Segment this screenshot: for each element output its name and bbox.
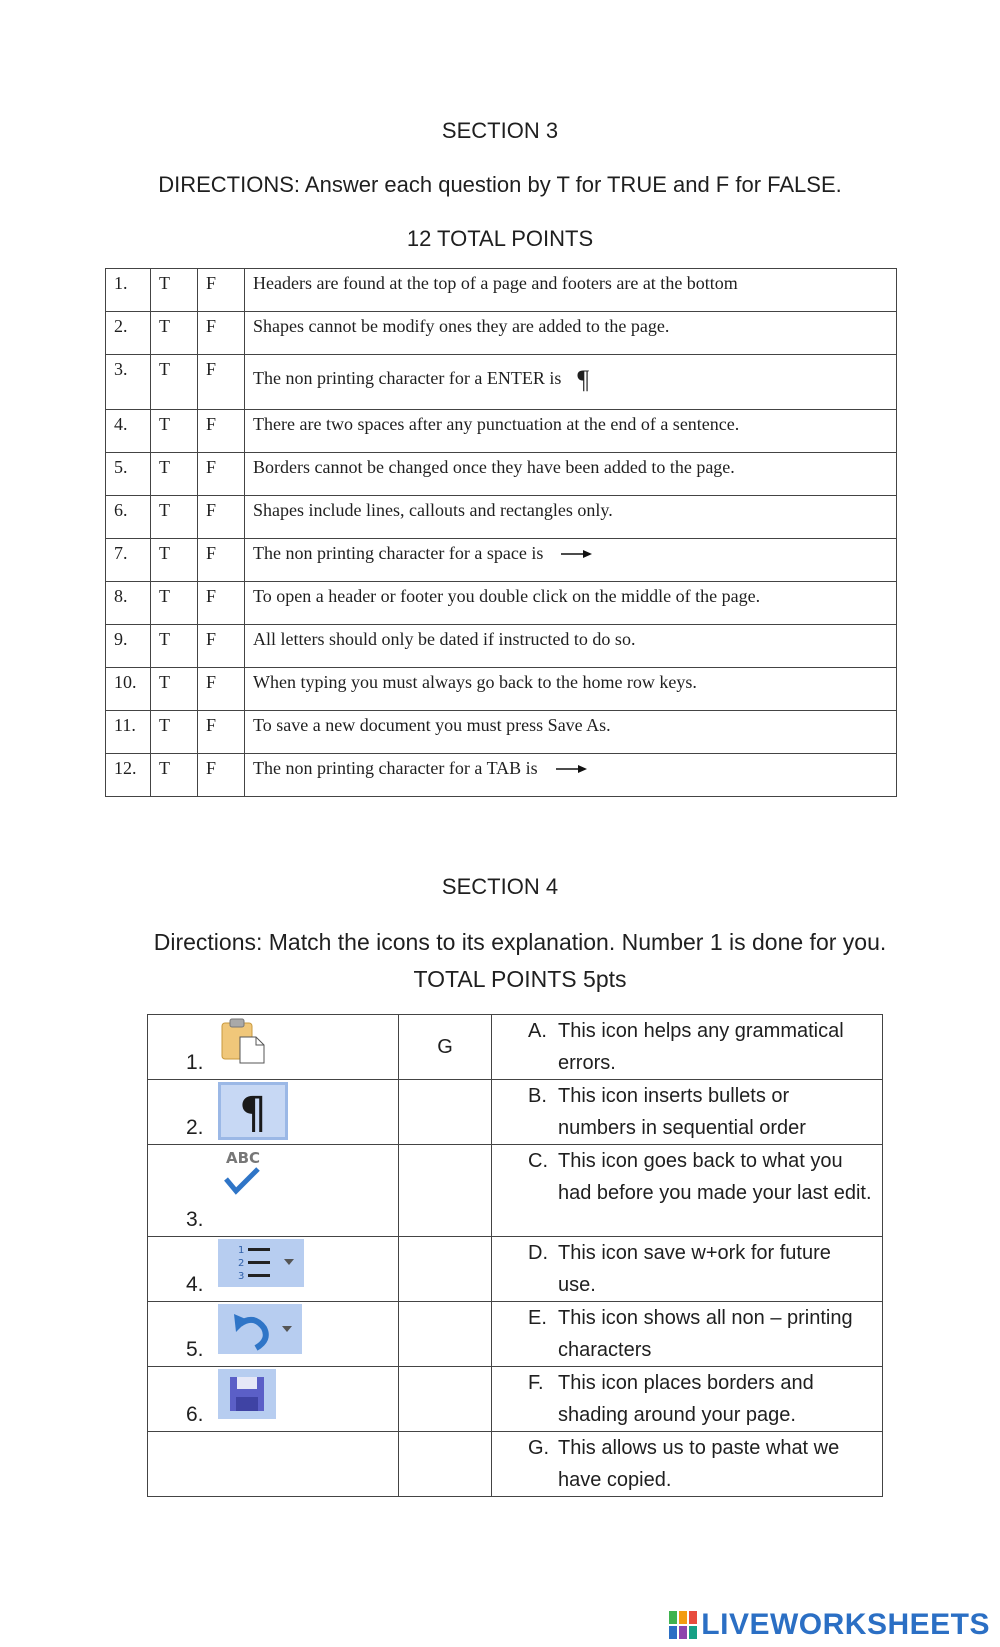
svg-text:¶: ¶ [239,1088,267,1139]
description-text: This icon shows all non – printing characters [558,1307,853,1361]
question-row [106,496,897,539]
question-text [245,453,897,496]
question-number: 2. [106,312,151,355]
liveworksheets-brand: LIVEWORKSHEETS [701,1608,990,1641]
answer-cell[interactable] [399,1080,492,1145]
row-number: 2. [186,1116,204,1139]
question-row [106,453,897,496]
save-icon [218,1369,276,1429]
match-row [148,1080,883,1145]
false-option[interactable]: F [198,312,245,355]
false-option[interactable]: F [198,539,245,582]
question-text [245,312,897,355]
question-text [245,668,897,711]
false-option[interactable]: F [198,410,245,453]
svg-text:3: 3 [238,1271,245,1282]
answer-cell[interactable]: G [399,1015,492,1080]
liveworksheets-logo-icon [669,1611,697,1639]
question-statement: All letters should only be dated if instructed to do so. [253,629,636,649]
description-cell [492,1015,883,1080]
description-cell [492,1080,883,1145]
question-text [245,539,897,582]
liveworksheets-logo [669,1608,990,1642]
question-row [106,312,897,355]
question-text [245,496,897,539]
question-number: 8. [106,582,151,625]
paste-icon [218,1017,268,1075]
question-text [245,582,897,625]
row-number: 5. [186,1338,204,1361]
question-row [106,410,897,453]
svg-text:2: 2 [238,1258,245,1269]
section3-directions: DIRECTIONS: Answer each question by T for TRUE and F for FALSE. [158,172,842,197]
description-text: This icon goes back to what you had before you made your last edit. [558,1150,872,1204]
description-text: This icon save w+ork for future use. [558,1242,831,1296]
match-row [148,1015,883,1080]
true-option[interactable]: T [151,312,198,355]
question-statement: There are two spaces after any punctuation at the end of a sentence. [253,414,740,434]
match-row [148,1145,883,1237]
description-letter: A. [528,1020,547,1042]
section3-title: SECTION 3 [441,118,559,143]
description-letter: D. [528,1242,548,1264]
false-option[interactable]: F [198,754,245,797]
question-text [245,711,897,754]
false-option[interactable]: F [198,668,245,711]
description-cell [492,1145,883,1237]
section4-title: SECTION 4 [441,874,559,899]
question-statement: Borders cannot be changed once they have been added to the page. [253,457,735,477]
description-cell [492,1432,883,1497]
true-option[interactable]: T [151,453,198,496]
abc-label: ABC [225,1149,261,1167]
description-text: This icon helps any grammatical errors. [558,1020,844,1074]
false-option[interactable]: F [198,625,245,668]
question-number: 6. [106,496,151,539]
true-option[interactable]: T [151,410,198,453]
question-number: 12. [106,754,151,797]
answer-cell[interactable] [399,1237,492,1302]
true-option[interactable]: T [151,668,198,711]
question-statement: When typing you must always go back to the home row keys. [253,672,697,692]
row-number: 6. [186,1403,204,1426]
true-option[interactable]: T [151,754,198,797]
question-statement: Shapes cannot be modify ones they are added to the page. [253,316,670,336]
answer-cell[interactable] [399,1145,492,1237]
section3-points: 12 TOTAL POINTS [406,226,594,251]
description-letter: E. [528,1307,547,1329]
icon-cell [148,1015,399,1080]
true-option[interactable]: T [151,496,198,539]
description-cell [492,1302,883,1367]
question-row [106,668,897,711]
arrow-icon [554,759,590,780]
false-option[interactable]: F [198,496,245,539]
svg-text:1: 1 [238,1245,245,1256]
description-text: This allows us to paste what we have copied. [558,1437,840,1491]
question-number: 3. [106,355,151,410]
icon-cell [148,1367,399,1432]
true-option[interactable]: T [151,269,198,312]
question-number: 4. [106,410,151,453]
question-statement: The non printing character for a ENTER is [253,368,562,389]
numbered-list-icon [218,1239,304,1297]
row-number: 1. [186,1051,204,1074]
matching-table [147,1014,883,1497]
description-cell [492,1367,883,1432]
question-row [106,269,897,312]
match-row [148,1432,883,1497]
match-row [148,1367,883,1432]
question-number: 9. [106,625,151,668]
answer-cell[interactable] [399,1367,492,1432]
answer-cell[interactable] [399,1302,492,1367]
question-number: 10. [106,668,151,711]
undo-icon [218,1304,302,1364]
true-option[interactable]: T [151,711,198,754]
section4-directions: Directions: Match the icons to its explanation. Number 1 is done for you. TOTAL POINTS 5pts [153,929,887,992]
false-option[interactable]: F [198,453,245,496]
row-number: 3. [186,1208,204,1231]
question-row [106,711,897,754]
icon-cell [148,1302,399,1367]
question-statement: To open a header or footer you double click on the middle of the page. [253,586,761,606]
arrow-icon [559,548,595,560]
icon-cell [148,1432,399,1497]
question-statement: Shapes include lines, callouts and rectangles only. [253,500,613,520]
description-text: This icon places borders and shading around your page. [558,1372,814,1426]
icon-cell [148,1145,399,1237]
description-text: This icon inserts bullets or numbers in sequential order [558,1085,806,1139]
description-cell [492,1237,883,1302]
pilcrow-icon: ¶ [577,365,590,394]
false-option[interactable]: F [198,269,245,312]
question-statement: The non printing character for a TAB is [253,758,538,778]
question-row [106,754,897,797]
icon-cell [148,1237,399,1302]
question-text [245,410,897,453]
question-statement: The non printing character for a space is [253,543,544,563]
match-row [148,1237,883,1302]
description-letter: F. [528,1372,544,1394]
true-false-table [105,268,897,797]
true-option[interactable]: T [151,625,198,668]
pilcrow-icon [218,1082,288,1150]
row-number: 4. [186,1273,204,1296]
false-option[interactable]: F [198,711,245,754]
true-option[interactable]: T [151,582,198,625]
question-number: 5. [106,453,151,496]
true-option[interactable]: T [151,355,198,410]
description-letter: B. [528,1085,547,1107]
question-row [106,355,897,410]
false-option[interactable]: F [198,355,245,410]
question-statement: Headers are found at the top of a page and footers are at the bottom [253,273,738,293]
question-text [245,625,897,668]
description-letter: C. [528,1150,548,1172]
icon-cell [148,1080,399,1145]
arrow-icon [559,544,595,565]
question-row [106,625,897,668]
question-text [245,754,897,797]
question-number: 7. [106,539,151,582]
match-row [148,1302,883,1367]
question-number: 11. [106,711,151,754]
true-option[interactable]: T [151,539,198,582]
question-text [245,269,897,312]
question-statement: To save a new document you must press Save As. [253,715,611,735]
question-row [106,539,897,582]
arrow-icon [554,763,590,775]
answer-cell[interactable] [399,1432,492,1497]
question-row [106,582,897,625]
question-text [245,355,897,410]
spellcheck-icon [218,1147,268,1211]
question-number: 1. [106,269,151,312]
false-option[interactable]: F [198,582,245,625]
description-letter: G. [528,1437,550,1459]
